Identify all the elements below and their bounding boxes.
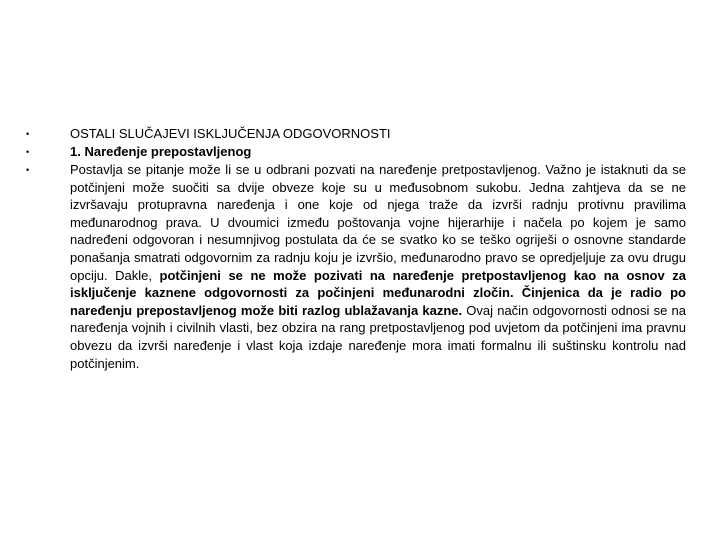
bullet-dot: • [26,165,30,175]
bullet-item-subheading [26,143,686,161]
paragraph-text-part2: Ovaj način odgovornosti odnosi se na naređenja vojnih i civilnih vlasti, bez obzira na rang pretpostavljenog pod uvjetom da potčinjeni ima pravnu obvezu da izvrši naređenje i vlast koja izdaje naređenje mora imati formalnu ili suštinsku kontrolu nad potčinjenim. [70,302,686,371]
paragraph-bold-text: potčinjeni se ne može pozivati na naređenje pretpostavljenog kao na osnov za isključenje kaznene odgovornosti za počinjeni međunarodni zločin. Činjenica da je radio po naređenju prepostavljenog može biti razlog ublažavanja kazne. [70,267,687,318]
bullet-item-paragraph [26,161,686,372]
slide-subheading: 1. Naređenje prepostavljenog [70,144,252,159]
slide-heading: OSTALI SLUČAJEVI ISKLJUČENJA ODGOVORNOSTI [70,126,391,141]
paragraph-text-part1: Postavlja se pitanje može li se u odbrani pozvati na naređenje pretpostavljenog. Važno je istaknuti da se potčinjeni može suočiti sa dvije obveze koje su u međusobnom sukobu. Jedna zahtjeva da se ne izvršavaju protupravna naređenja i one koje od njega traže da izvrši radnju protivnu pravilima međunarodnog prava. U dvoumici između poštovanja vojne hijerarhije i načela po kojem je samo nadređeni odgovoran i nesumnjivog postulata da će se svatko ko se teško ogriješi o osnovne standarde ponašanja smatrati odgovornim za radnju koju je izvršio, međunarodno pravo se opredjeljuje za ovu drugu opciju. Dakle, [70,162,686,283]
body-paragraph [70,161,686,372]
bullet-dot: • [26,147,30,157]
bullet-list [26,125,686,372]
bullet-dot: • [26,129,30,139]
bullet-item-heading [26,125,686,143]
